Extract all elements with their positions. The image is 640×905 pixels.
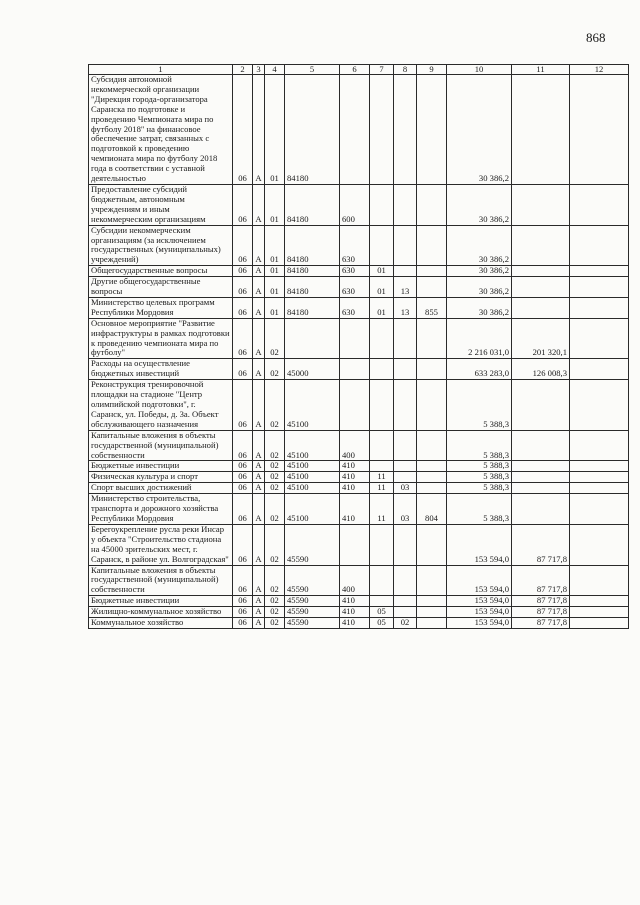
table-row — [89, 618, 629, 629]
row-name-cell — [89, 277, 233, 298]
cell-col-7 — [370, 75, 394, 185]
table-row — [89, 266, 629, 277]
cell-col-7: 11 — [370, 483, 394, 494]
cell-col-11 — [512, 483, 570, 494]
cell-col-8: 13 — [394, 277, 417, 298]
column-header: 4 — [265, 65, 285, 75]
cell-col-9 — [417, 380, 447, 431]
cell-col-5: 45100 — [285, 461, 340, 472]
cell-col-10: 5 388,3 — [447, 461, 512, 472]
row-name-text: Коммунальное хозяйство — [91, 617, 184, 628]
row-name-text: Министерство строительства, транспорта и дорожного хозяйства Республики Мордовия — [91, 493, 219, 523]
cell-col-11 — [512, 494, 570, 525]
cell-col-6 — [340, 75, 370, 185]
cell-col-12 — [570, 607, 629, 618]
cell-col-2: 06 — [233, 494, 253, 525]
table-row — [89, 494, 629, 525]
cell-col-3: А — [253, 297, 265, 318]
cell-col-4: 02 — [265, 318, 285, 359]
row-name-text: Берегоукрепление русла реки Инсар у объекта "Строительство стадиона на 45000 зрительских мест, г. Саранск, в районе ул. Волгоградская" — [91, 524, 229, 564]
row-name-text: Бюджетные инвестиции — [91, 595, 180, 606]
cell-col-3: А — [253, 318, 265, 359]
row-name-text: Субсидия автономной некоммерческой организации "Дирекция города-организатора Саранска по подготовке и проведению Чемпионата мира по футболу 2018" на финансовое обеспечение затрат, связанных с подготовкой к проведению чемпионата мира по футболу 2018 года в соответствии с уставной деятельностью — [91, 74, 218, 184]
cell-col-11 — [512, 430, 570, 461]
cell-col-8 — [394, 380, 417, 431]
cell-col-6 — [340, 318, 370, 359]
row-name-cell — [89, 297, 233, 318]
cell-col-11: 201 320,1 — [512, 318, 570, 359]
row-name-text: Реконструкция тренировочной площадки на стадионе "Центр олимпийской подготовки", г. Саранск, ул. Победы, д. 3а. Объект обслуживающего назначения — [91, 379, 219, 429]
cell-col-9 — [417, 266, 447, 277]
cell-col-8 — [394, 318, 417, 359]
row-name-cell — [89, 618, 233, 629]
cell-col-11 — [512, 266, 570, 277]
cell-col-6: 630 — [340, 297, 370, 318]
cell-col-11 — [512, 461, 570, 472]
cell-col-7: 05 — [370, 618, 394, 629]
row-name-cell — [89, 494, 233, 525]
column-header: 8 — [394, 65, 417, 75]
table-row — [89, 297, 629, 318]
cell-col-5: 45590 — [285, 596, 340, 607]
row-name-cell — [89, 430, 233, 461]
cell-col-6: 410 — [340, 483, 370, 494]
cell-col-2: 06 — [233, 524, 253, 565]
cell-col-4: 02 — [265, 596, 285, 607]
cell-col-10: 30 386,2 — [447, 277, 512, 298]
cell-col-10: 153 594,0 — [447, 618, 512, 629]
cell-col-5: 84180 — [285, 225, 340, 266]
row-name-text: Предоставление субсидий бюджетным, автономным учреждениям и иным некоммерческим организациям — [91, 184, 206, 224]
row-name-cell — [89, 359, 233, 380]
row-name-cell — [89, 607, 233, 618]
cell-col-2: 06 — [233, 277, 253, 298]
cell-col-10: 2 216 031,0 — [447, 318, 512, 359]
cell-col-10: 633 283,0 — [447, 359, 512, 380]
cell-col-4: 02 — [265, 494, 285, 525]
cell-col-12 — [570, 184, 629, 225]
cell-col-10: 153 594,0 — [447, 607, 512, 618]
cell-col-6: 410 — [340, 618, 370, 629]
cell-col-9 — [417, 75, 447, 185]
cell-col-11 — [512, 277, 570, 298]
table-row — [89, 483, 629, 494]
cell-col-4: 02 — [265, 483, 285, 494]
cell-col-8 — [394, 184, 417, 225]
cell-col-8 — [394, 430, 417, 461]
cell-col-6 — [340, 524, 370, 565]
cell-col-6: 410 — [340, 596, 370, 607]
cell-col-3: А — [253, 225, 265, 266]
table-row — [89, 524, 629, 565]
cell-col-3: А — [253, 524, 265, 565]
row-name-text: Капитальные вложения в объекты государственной (муниципальной) собственности — [91, 565, 219, 595]
cell-col-4: 02 — [265, 607, 285, 618]
cell-col-5: 45000 — [285, 359, 340, 380]
cell-col-8 — [394, 472, 417, 483]
cell-col-2: 06 — [233, 483, 253, 494]
cell-col-6: 400 — [340, 565, 370, 596]
cell-col-8 — [394, 461, 417, 472]
cell-col-5: 45100 — [285, 472, 340, 483]
cell-col-9 — [417, 318, 447, 359]
cell-col-12 — [570, 297, 629, 318]
table-row — [89, 472, 629, 483]
cell-col-9 — [417, 184, 447, 225]
row-name-cell — [89, 461, 233, 472]
cell-col-11 — [512, 472, 570, 483]
cell-col-6: 410 — [340, 607, 370, 618]
column-header: 2 — [233, 65, 253, 75]
cell-col-2: 06 — [233, 565, 253, 596]
cell-col-5 — [285, 318, 340, 359]
table-row — [89, 565, 629, 596]
row-name-text: Общегосударственные вопросы — [91, 265, 208, 276]
cell-col-12 — [570, 359, 629, 380]
cell-col-3: А — [253, 184, 265, 225]
table-header-row — [89, 65, 629, 75]
row-name-cell — [89, 596, 233, 607]
cell-col-3: А — [253, 277, 265, 298]
cell-col-10: 30 386,2 — [447, 75, 512, 185]
cell-col-11: 87 717,8 — [512, 618, 570, 629]
table-row — [89, 75, 629, 185]
cell-col-4: 02 — [265, 565, 285, 596]
cell-col-6 — [340, 359, 370, 380]
cell-col-10: 30 386,2 — [447, 225, 512, 266]
cell-col-4: 01 — [265, 225, 285, 266]
cell-col-12 — [570, 225, 629, 266]
cell-col-12 — [570, 565, 629, 596]
column-header: 9 — [417, 65, 447, 75]
cell-col-3: А — [253, 618, 265, 629]
cell-col-2: 06 — [233, 596, 253, 607]
row-name-cell — [89, 266, 233, 277]
table-row — [89, 277, 629, 298]
cell-col-6: 410 — [340, 461, 370, 472]
row-name-text: Субсидии некоммерческим организациям (за исключением государственных (муниципальных) учреждений) — [91, 225, 221, 265]
cell-col-10: 5 388,3 — [447, 483, 512, 494]
row-name-cell — [89, 483, 233, 494]
cell-col-3: А — [253, 75, 265, 185]
cell-col-5: 84180 — [285, 75, 340, 185]
table-row — [89, 184, 629, 225]
cell-col-4: 02 — [265, 380, 285, 431]
cell-col-12 — [570, 472, 629, 483]
table-row — [89, 359, 629, 380]
cell-col-10: 30 386,2 — [447, 184, 512, 225]
cell-col-11: 87 717,8 — [512, 596, 570, 607]
cell-col-11: 87 717,8 — [512, 607, 570, 618]
cell-col-2: 06 — [233, 184, 253, 225]
row-name-text: Бюджетные инвестиции — [91, 460, 180, 471]
cell-col-7 — [370, 596, 394, 607]
cell-col-8: 03 — [394, 494, 417, 525]
row-name-cell — [89, 380, 233, 431]
cell-col-10: 153 594,0 — [447, 524, 512, 565]
cell-col-4: 01 — [265, 297, 285, 318]
cell-col-6 — [340, 380, 370, 431]
cell-col-5: 84180 — [285, 184, 340, 225]
cell-col-2: 06 — [233, 461, 253, 472]
cell-col-8 — [394, 359, 417, 380]
cell-col-2: 06 — [233, 607, 253, 618]
cell-col-8 — [394, 565, 417, 596]
cell-col-7: 01 — [370, 266, 394, 277]
cell-col-2: 06 — [233, 618, 253, 629]
row-name-cell — [89, 75, 233, 185]
cell-col-11: 87 717,8 — [512, 524, 570, 565]
cell-col-11 — [512, 297, 570, 318]
cell-col-5: 84180 — [285, 297, 340, 318]
cell-col-4: 02 — [265, 524, 285, 565]
cell-col-3: А — [253, 596, 265, 607]
table-body — [89, 75, 629, 629]
column-header: 7 — [370, 65, 394, 75]
cell-col-7 — [370, 524, 394, 565]
cell-col-2: 06 — [233, 472, 253, 483]
cell-col-11 — [512, 184, 570, 225]
cell-col-8 — [394, 607, 417, 618]
cell-col-11 — [512, 225, 570, 266]
cell-col-5: 84180 — [285, 266, 340, 277]
cell-col-9 — [417, 618, 447, 629]
cell-col-5: 45100 — [285, 380, 340, 431]
column-header: 10 — [447, 65, 512, 75]
cell-col-12 — [570, 318, 629, 359]
row-name-text: Спорт высших достижений — [91, 482, 192, 493]
cell-col-2: 06 — [233, 266, 253, 277]
cell-col-4: 01 — [265, 266, 285, 277]
cell-col-2: 06 — [233, 359, 253, 380]
column-header: 6 — [340, 65, 370, 75]
column-header: 11 — [512, 65, 570, 75]
cell-col-9 — [417, 472, 447, 483]
cell-col-4: 02 — [265, 461, 285, 472]
cell-col-6: 600 — [340, 184, 370, 225]
cell-col-10: 30 386,2 — [447, 297, 512, 318]
cell-col-5: 45100 — [285, 483, 340, 494]
cell-col-8 — [394, 524, 417, 565]
cell-col-9 — [417, 359, 447, 380]
cell-col-9 — [417, 225, 447, 266]
cell-col-2: 06 — [233, 297, 253, 318]
cell-col-12 — [570, 266, 629, 277]
row-name-cell — [89, 184, 233, 225]
row-name-text: Основное мероприятие "Развитие инфраструктуры в рамках подготовки к проведению чемпионата мира по футболу" — [91, 318, 230, 358]
cell-col-2: 06 — [233, 380, 253, 431]
cell-col-3: А — [253, 472, 265, 483]
cell-col-12 — [570, 483, 629, 494]
cell-col-11: 87 717,8 — [512, 565, 570, 596]
cell-col-6: 410 — [340, 494, 370, 525]
cell-col-11 — [512, 380, 570, 431]
cell-col-9 — [417, 461, 447, 472]
cell-col-4: 02 — [265, 359, 285, 380]
cell-col-7 — [370, 461, 394, 472]
cell-col-3: А — [253, 483, 265, 494]
cell-col-2: 06 — [233, 75, 253, 185]
row-name-text: Физическая культура и спорт — [91, 471, 198, 482]
cell-col-6: 630 — [340, 225, 370, 266]
cell-col-10: 153 594,0 — [447, 596, 512, 607]
row-name-text: Капитальные вложения в объекты государственной (муниципальной) собственности — [91, 430, 219, 460]
cell-col-8: 13 — [394, 297, 417, 318]
cell-col-9 — [417, 277, 447, 298]
cell-col-12 — [570, 596, 629, 607]
row-name-cell — [89, 524, 233, 565]
cell-col-8: 02 — [394, 618, 417, 629]
row-name-text: Расходы на осуществление бюджетных инвестиций — [91, 358, 190, 379]
cell-col-7 — [370, 430, 394, 461]
table-row — [89, 596, 629, 607]
cell-col-11: 126 008,3 — [512, 359, 570, 380]
cell-col-9 — [417, 596, 447, 607]
cell-col-7 — [370, 184, 394, 225]
row-name-text: Другие общегосударственные вопросы — [91, 276, 201, 297]
cell-col-8 — [394, 225, 417, 266]
cell-col-10: 5 388,3 — [447, 380, 512, 431]
cell-col-9 — [417, 607, 447, 618]
cell-col-12 — [570, 618, 629, 629]
column-header: 12 — [570, 65, 629, 75]
cell-col-3: А — [253, 565, 265, 596]
cell-col-7 — [370, 359, 394, 380]
cell-col-9 — [417, 565, 447, 596]
cell-col-12 — [570, 75, 629, 185]
column-header: 5 — [285, 65, 340, 75]
cell-col-12 — [570, 461, 629, 472]
column-header: 1 — [89, 65, 233, 75]
cell-col-3: А — [253, 380, 265, 431]
cell-col-12 — [570, 380, 629, 431]
cell-col-7: 01 — [370, 297, 394, 318]
cell-col-2: 06 — [233, 318, 253, 359]
cell-col-4: 01 — [265, 277, 285, 298]
cell-col-4: 02 — [265, 472, 285, 483]
cell-col-12 — [570, 524, 629, 565]
cell-col-5: 45100 — [285, 430, 340, 461]
cell-col-6: 630 — [340, 277, 370, 298]
cell-col-7: 11 — [370, 494, 394, 525]
page-number: 868 — [586, 30, 606, 45]
cell-col-4: 01 — [265, 75, 285, 185]
cell-col-3: А — [253, 494, 265, 525]
cell-col-5: 84180 — [285, 277, 340, 298]
cell-col-12 — [570, 494, 629, 525]
row-name-cell — [89, 318, 233, 359]
cell-col-8: 03 — [394, 483, 417, 494]
row-name-cell — [89, 472, 233, 483]
cell-col-10: 5 388,3 — [447, 430, 512, 461]
cell-col-10: 153 594,0 — [447, 565, 512, 596]
column-header: 3 — [253, 65, 265, 75]
cell-col-2: 06 — [233, 430, 253, 461]
cell-col-5: 45590 — [285, 618, 340, 629]
cell-col-3: А — [253, 607, 265, 618]
cell-col-10: 5 388,3 — [447, 494, 512, 525]
cell-col-8 — [394, 596, 417, 607]
cell-col-7: 01 — [370, 277, 394, 298]
cell-col-7 — [370, 318, 394, 359]
cell-col-12 — [570, 277, 629, 298]
cell-col-5: 45590 — [285, 607, 340, 618]
cell-col-7 — [370, 225, 394, 266]
table-row — [89, 461, 629, 472]
cell-col-11 — [512, 75, 570, 185]
table-row — [89, 225, 629, 266]
cell-col-9 — [417, 483, 447, 494]
row-name-cell — [89, 225, 233, 266]
cell-col-4: 02 — [265, 618, 285, 629]
cell-col-5: 45590 — [285, 524, 340, 565]
row-name-text: Министерство целевых программ Республики Мордовия — [91, 297, 215, 317]
table-row — [89, 318, 629, 359]
cell-col-5: 45590 — [285, 565, 340, 596]
cell-col-9: 804 — [417, 494, 447, 525]
budget-table — [88, 64, 629, 629]
cell-col-5: 45100 — [285, 494, 340, 525]
cell-col-10: 30 386,2 — [447, 266, 512, 277]
cell-col-8 — [394, 266, 417, 277]
cell-col-3: А — [253, 461, 265, 472]
cell-col-4: 02 — [265, 430, 285, 461]
cell-col-7: 05 — [370, 607, 394, 618]
row-name-text: Жилищно-коммунальное хозяйство — [91, 606, 222, 617]
cell-col-2: 06 — [233, 225, 253, 266]
cell-col-7: 11 — [370, 472, 394, 483]
cell-col-8 — [394, 75, 417, 185]
cell-col-3: А — [253, 430, 265, 461]
cell-col-10: 5 388,3 — [447, 472, 512, 483]
cell-col-9: 855 — [417, 297, 447, 318]
cell-col-6: 410 — [340, 472, 370, 483]
table-row — [89, 430, 629, 461]
cell-col-7 — [370, 380, 394, 431]
cell-col-3: А — [253, 266, 265, 277]
cell-col-12 — [570, 430, 629, 461]
cell-col-6: 400 — [340, 430, 370, 461]
cell-col-9 — [417, 430, 447, 461]
cell-col-6: 630 — [340, 266, 370, 277]
row-name-cell — [89, 565, 233, 596]
cell-col-7 — [370, 565, 394, 596]
table-row — [89, 607, 629, 618]
cell-col-9 — [417, 524, 447, 565]
cell-col-4: 01 — [265, 184, 285, 225]
table-row — [89, 380, 629, 431]
cell-col-3: А — [253, 359, 265, 380]
